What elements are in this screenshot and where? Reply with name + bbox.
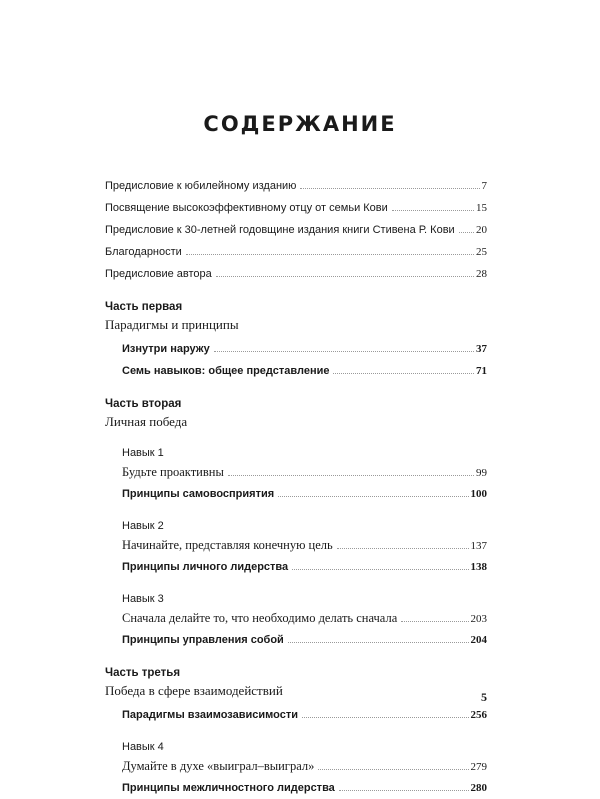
dot-leader bbox=[288, 642, 469, 643]
toc-entry-seven-habits-overview[interactable] bbox=[122, 360, 487, 382]
part-three-subtitle: Победа в сфере взаимодействий bbox=[105, 683, 283, 698]
toc-entry-habit-3-principles[interactable] bbox=[122, 629, 487, 651]
habit-3-label: Навык 3 bbox=[122, 593, 164, 605]
toc-page-number: 99 bbox=[476, 467, 487, 479]
part-three-heading: Часть третья bbox=[105, 667, 181, 679]
toc-entry-label: Принципы самовосприятия bbox=[122, 488, 275, 500]
page-title: СОДЕРЖАНИЕ bbox=[203, 112, 397, 136]
toc-entry-label: Предисловие к юбилейному изданию bbox=[105, 180, 297, 192]
toc-page-number: 204 bbox=[470, 634, 487, 646]
toc-page-number: 15 bbox=[476, 202, 487, 214]
toc-entry-acknowledgements[interactable] bbox=[105, 241, 487, 263]
part-two-heading: Часть вторая bbox=[105, 398, 182, 410]
toc-entry-habit-3[interactable] bbox=[122, 607, 487, 629]
dot-leader bbox=[292, 569, 468, 570]
part-one-subtitle: Парадигмы и принципы bbox=[105, 317, 239, 332]
toc-page-number: 100 bbox=[470, 488, 487, 500]
toc-entry-label: Принципы управления собой bbox=[122, 634, 284, 646]
toc-entry-label: Сначала делайте то, что необходимо делать сначала bbox=[122, 611, 398, 625]
dot-leader bbox=[216, 276, 474, 277]
page-number: 5 bbox=[481, 690, 487, 704]
toc-entry-interdependence-paradigms[interactable] bbox=[122, 704, 487, 726]
dot-leader bbox=[228, 475, 474, 476]
dot-leader bbox=[392, 210, 474, 211]
dot-leader bbox=[401, 621, 468, 622]
dot-leader bbox=[300, 188, 479, 189]
toc-entry-label: Принципы личного лидерства bbox=[122, 561, 289, 573]
toc-page-number: 28 bbox=[476, 268, 487, 280]
toc-entry-habit-1-principles[interactable] bbox=[122, 483, 487, 505]
dot-leader bbox=[459, 232, 474, 233]
toc-entry-habit-4[interactable] bbox=[122, 755, 487, 777]
toc-page-number: 280 bbox=[470, 782, 487, 794]
toc-page-number: 71 bbox=[476, 365, 487, 377]
toc-entry-label: Благодарности bbox=[105, 246, 182, 258]
toc-entry-label: Предисловие к 30-летней годовщине издания книги Стивена Р. Кови bbox=[105, 224, 455, 236]
toc-entry-label: Предисловие автора bbox=[105, 268, 212, 280]
habit-4-label: Навык 4 bbox=[122, 741, 164, 753]
toc-page-number: 138 bbox=[470, 561, 487, 573]
habit-1-label: Навык 1 bbox=[122, 447, 164, 459]
toc-page-number: 7 bbox=[481, 180, 487, 192]
toc-entry-label: Принципы межличностного лидерства bbox=[122, 782, 335, 794]
dot-leader bbox=[333, 373, 474, 374]
toc-entry-foreword-jubilee[interactable] bbox=[105, 175, 487, 197]
dot-leader bbox=[186, 254, 474, 255]
toc-entry-habit-2-principles[interactable] bbox=[122, 556, 487, 578]
toc-entry-inside-out[interactable] bbox=[122, 338, 487, 360]
dot-leader bbox=[214, 351, 474, 352]
dot-leader bbox=[339, 790, 469, 791]
toc-page-number: 25 bbox=[476, 246, 487, 258]
toc-entry-label: Семь навыков: общее представление bbox=[122, 365, 330, 377]
table-of-contents bbox=[105, 175, 487, 799]
toc-entry-label: Будьте проактивны bbox=[122, 465, 224, 479]
toc-entry-label: Изнутри наружу bbox=[122, 343, 210, 355]
toc-entry-dedication[interactable] bbox=[105, 197, 487, 219]
toc-page-number: 37 bbox=[476, 343, 487, 355]
toc-entry-label: Парадигмы взаимозависимости bbox=[122, 709, 298, 721]
dot-leader bbox=[318, 769, 468, 770]
toc-page-number: 256 bbox=[470, 709, 487, 721]
toc-entry-label: Думайте в духе «выиграл–выиграл» bbox=[122, 759, 315, 773]
toc-entry-habit-2[interactable] bbox=[122, 534, 487, 556]
toc-entry-label: Посвящение высокоэффективному отцу от семьи Кови bbox=[105, 202, 388, 214]
habit-2-label: Навык 2 bbox=[122, 520, 164, 532]
toc-page-number: 279 bbox=[470, 761, 487, 773]
toc-page-number: 203 bbox=[470, 613, 487, 625]
dot-leader bbox=[278, 496, 468, 497]
toc-entry-habit-1[interactable] bbox=[122, 461, 487, 483]
toc-entry-label: Начинайте, представляя конечную цель bbox=[122, 538, 333, 552]
dot-leader bbox=[337, 548, 469, 549]
dot-leader bbox=[302, 717, 469, 718]
toc-page-number: 20 bbox=[476, 224, 487, 236]
part-two-subtitle: Личная победа bbox=[105, 414, 188, 429]
toc-entry-habit-4-principles[interactable] bbox=[122, 777, 487, 799]
toc-entry-foreword-30th[interactable] bbox=[105, 219, 487, 241]
part-one-heading: Часть первая bbox=[105, 301, 183, 313]
toc-page-number: 137 bbox=[470, 540, 487, 552]
toc-entry-author-preface[interactable] bbox=[105, 263, 487, 285]
